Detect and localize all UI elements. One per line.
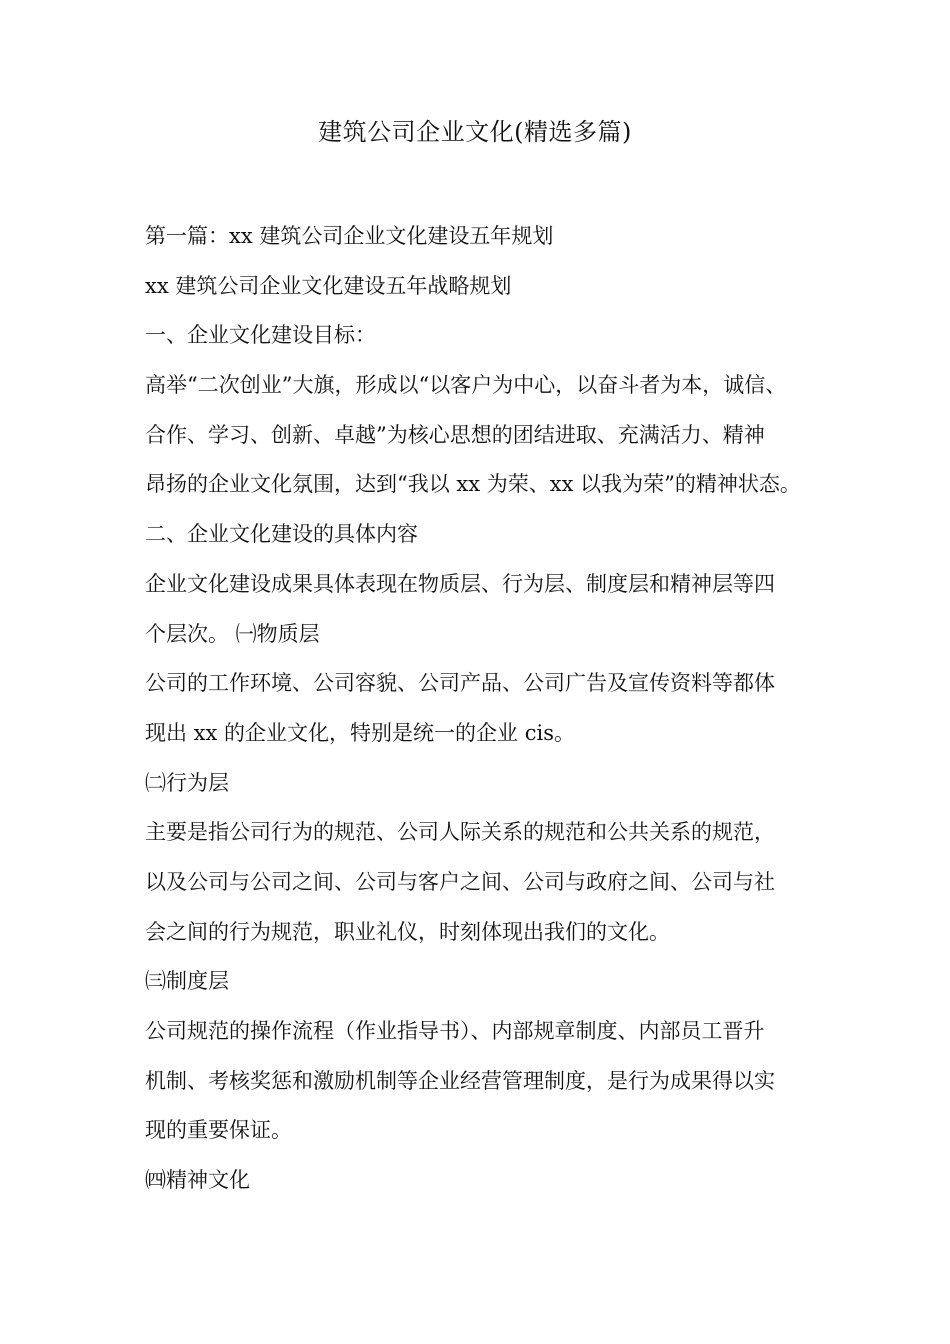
text-line: 公司的工作环境、公司容貌、公司产品、公司广告及宣传资料等都体 [145, 671, 775, 696]
text-line: 以及公司与公司之间、公司与客户之间、公司与政府之间、公司与社 [145, 869, 775, 894]
text-line: 二、企业文化建设的具体内容 [145, 522, 418, 547]
text-line: 公司规范的操作流程（作业指导书）、内部规章制度、内部员工晋升 [145, 1019, 765, 1043]
text-line: 现的重要保证。 [145, 1118, 292, 1143]
text-line: 合作、学习、创新、卓越”为核心思想的团结进取、充满活力、精神 [145, 422, 765, 447]
text-line: 机制、考核奖惩和激励机制等企业经营管理制度，是行为成果得以实 [145, 1068, 775, 1093]
text-line: 现出 xx 的企业文化，特别是统一的企业 cis。 [145, 720, 575, 745]
text-line: 昂扬的企业文化氛围，达到“我以 xx 为荣、xx 以我为荣”的精神状态。 [145, 472, 801, 497]
document-body [145, 212, 815, 1206]
text-line: 一、企业文化建设目标： [145, 323, 376, 348]
text-line: 主要是指公司行为的规范、公司人际关系的规范和公共关系的规范， [145, 820, 775, 845]
text-line: 第一篇：xx 建筑公司企业文化建设五年规划 [145, 224, 554, 248]
text-line: 会之间的行为规范，职业礼仪，时刻体现出我们的文化。 [145, 919, 670, 944]
text-line: 企业文化建设成果具体表现在物质层、行为层、制度层和精神层等四 [145, 571, 775, 596]
text-line: ㈡行为层 [145, 770, 229, 795]
document-title: 建筑公司企业文化(精选多篇) [318, 118, 632, 146]
text-line: 高举“二次创业”大旗，形成以“以客户为中心，以奋斗者为本，诚信、 [145, 373, 787, 398]
text-line: xx 建筑公司企业文化建设五年战略规划 [145, 273, 512, 298]
text-line: ㈢制度层 [145, 969, 229, 994]
text-line: 个层次。 ㈠物质层 [145, 621, 320, 646]
text-line: ㈣精神文化 [145, 1168, 250, 1193]
